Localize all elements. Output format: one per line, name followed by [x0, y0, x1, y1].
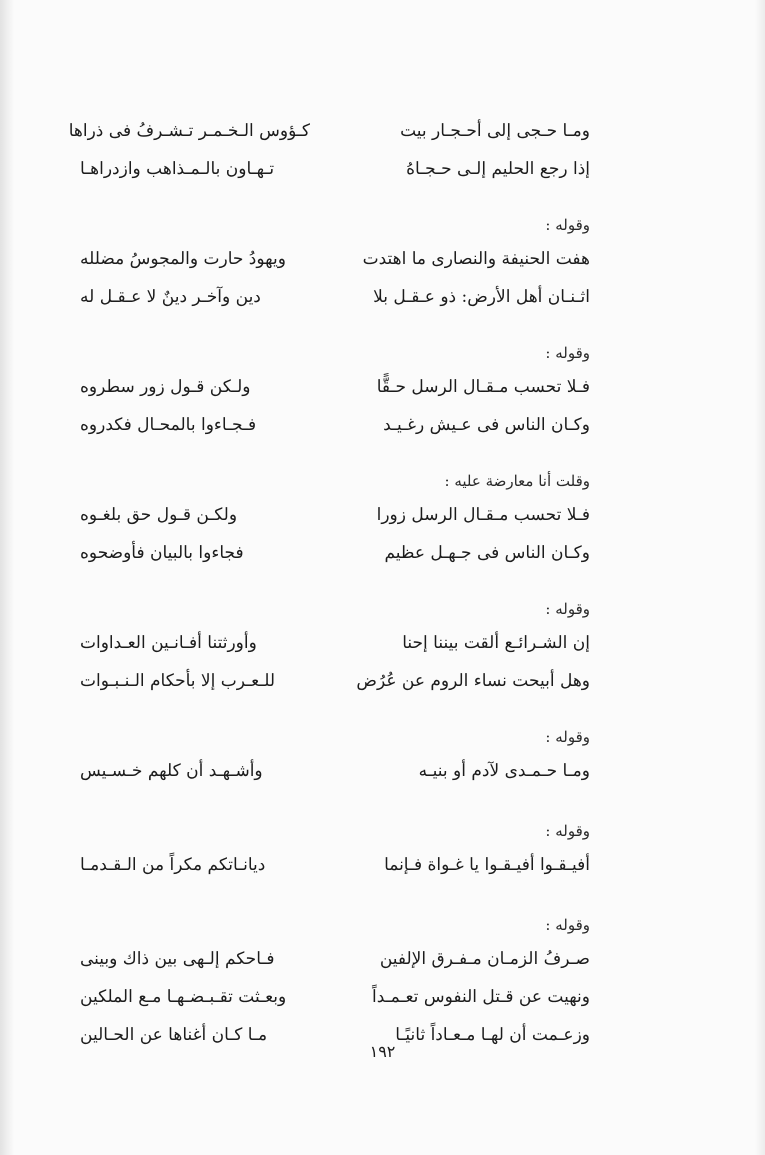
second-hemistich: فـاحكم إلـهى بين ذاك وبينى	[80, 949, 275, 969]
second-hemistich: ولكـن قـول حق بلغـوه	[80, 505, 238, 525]
first-hemistich: وهل أبيحت نساء الروم عن عُرُض	[356, 671, 590, 691]
second-hemistich: مـا كـان أغناها عن الحـالين	[80, 1025, 268, 1045]
first-hemistich: ومـا حـمـدى لآدم أو بنيـه	[418, 761, 590, 781]
verse-intro: وقوله :	[545, 916, 590, 934]
second-hemistich: فـجـاءوا بالمحـال فكدروه	[80, 415, 257, 435]
verse-line	[80, 662, 590, 700]
verse-line	[80, 496, 590, 534]
first-hemistich: فـلا تحسب مـقـال الرسل زورا	[376, 505, 590, 525]
verse-line	[80, 752, 590, 790]
verse-line	[80, 150, 590, 188]
first-hemistich: اثـنـان أهل الأرض: ذو عـقـل بلا	[373, 287, 590, 307]
poem-block	[80, 722, 590, 790]
second-hemistich: تـهـاون بالـمـذاهب وازدراهـا	[80, 159, 275, 179]
poem-block	[68, 112, 590, 188]
second-hemistich: ديانـاتكم مكراً من الـقـدمـا	[80, 855, 266, 875]
poem-block	[80, 816, 590, 884]
verse-intro: وقوله :	[545, 600, 590, 618]
verse-line	[80, 624, 590, 662]
second-hemistich: ولـكن قـول زور سطروه	[80, 377, 251, 397]
first-hemistich: إن الشـرائـع ألقت بيننا إحنا	[402, 633, 590, 653]
verse-line	[80, 368, 590, 406]
first-hemistich: هفت الحنيفة والنصارى ما اهتدت	[362, 249, 590, 269]
poem-block	[80, 910, 590, 1054]
poem-block	[80, 338, 590, 444]
second-hemistich: وبعـثت تقـبـضـهـا مـع الملكين	[80, 987, 287, 1007]
verse-line	[68, 112, 590, 150]
verse-intro: وقوله :	[545, 822, 590, 840]
second-hemistich: كـؤوس الـخـمـر تـشـرفُ فى ذراها	[68, 121, 310, 141]
first-hemistich: ونهيت عن قـتل النفوس تعـمـداً	[372, 987, 590, 1007]
poem-block	[80, 594, 590, 700]
verse-line	[80, 978, 590, 1016]
poem-block	[80, 466, 590, 572]
scan-shadow-right	[755, 0, 765, 1155]
verse-line	[80, 940, 590, 978]
first-hemistich: ومـا حـجى إلى أحـجـار بيت	[400, 121, 590, 141]
verse-line	[80, 534, 590, 572]
second-hemistich: وأورثتنا أفـانـين العـداوات	[80, 633, 257, 653]
verse-intro: وقوله :	[545, 344, 590, 362]
verse-intro: وقلت أنا معارضة عليه :	[444, 472, 590, 490]
second-hemistich: فجاءوا بالبيان فأوضحوه	[80, 543, 244, 563]
first-hemistich: وكـان الناس فى عـيش رغـيـد	[383, 415, 590, 435]
poem-block	[80, 210, 590, 316]
verse-line	[80, 278, 590, 316]
verse-line	[80, 846, 590, 884]
first-hemistich: فـلا تحسب مـقـال الرسل حـقًّا	[376, 377, 590, 397]
page-number: ١٩٢	[369, 1042, 396, 1061]
second-hemistich: ويهودُ حارت والمجوسُ مضلله	[80, 249, 286, 269]
verse-line	[80, 406, 590, 444]
second-hemistich: للـعـرب إلا بأحكام الـنـبـوات	[80, 671, 276, 691]
first-hemistich: وكـان الناس فى جـهـل عظيم	[384, 543, 590, 563]
first-hemistich: صـرفُ الزمـان مـفـرق الإلفين	[379, 949, 590, 969]
verse-line	[80, 240, 590, 278]
first-hemistich: إذا رجع الحليم إلـى حـجـاهُ	[406, 159, 590, 179]
scan-shadow-left	[0, 0, 14, 1155]
first-hemistich: وزعـمت أن لهـا مـعـاداً ثانيًـا	[395, 1025, 590, 1045]
verse-intro: وقوله :	[545, 216, 590, 234]
poem-body	[68, 112, 590, 1054]
second-hemistich: وأشـهـد أن كلهم خـسـيس	[80, 761, 263, 781]
verse-intro: وقوله :	[545, 728, 590, 746]
first-hemistich: أفيـقـوا أفيـقـوا يا غـواة فـإنما	[384, 855, 590, 875]
second-hemistich: دين وآخـر دينٌ لا عـقـل له	[80, 287, 261, 307]
